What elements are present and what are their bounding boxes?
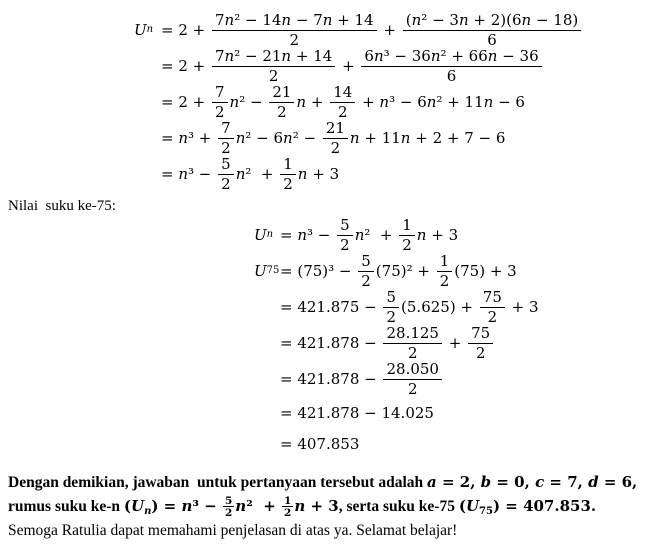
math-text: (75) + 3 [454, 262, 517, 280]
prose-text: Dengan demikian, jawaban untuk pertanyaan tersebut adalah [8, 474, 428, 491]
section-label: Nilai suku ke-75: [8, 198, 116, 214]
fraction-numerator: 28.050 [383, 361, 442, 380]
equation-line [254, 253, 650, 289]
fraction [269, 84, 294, 120]
fraction-numerator: 1 [437, 253, 453, 272]
fraction [212, 84, 228, 120]
fraction [468, 325, 493, 361]
math-text: = 421.878 − [280, 334, 382, 352]
fraction-numerator: 7n² − 21n + 14 [212, 48, 335, 67]
math-text: (5.625) + [401, 298, 478, 316]
fraction [403, 12, 582, 48]
equation-lhs [134, 21, 161, 39]
fraction-numerator: 28.125 [383, 325, 442, 344]
equation-line [134, 156, 650, 192]
math-text: ) = n³ − [151, 497, 222, 516]
fraction-numerator: 5 [358, 253, 374, 272]
fraction-numerator: 1 [280, 156, 296, 175]
fraction-denominator: 2 [402, 235, 412, 254]
math-subscript: n [146, 24, 154, 35]
fraction [437, 253, 453, 289]
fraction [323, 120, 348, 156]
fraction [218, 156, 234, 192]
equation-line [134, 12, 650, 48]
math-text: + [378, 21, 401, 39]
fraction-denominator: 2 [224, 507, 233, 520]
math-text: n² − 6n² − [235, 129, 321, 147]
fraction-numerator: (n² − 3n + 2)(6n − 18) [403, 12, 582, 31]
fraction [218, 120, 234, 156]
term-75-calculation-block [254, 217, 650, 459]
equation-lhs [254, 262, 280, 280]
fraction-denominator: 2 [289, 30, 300, 49]
math-subscript: 75 [479, 506, 493, 518]
fraction-numerator: 75 [468, 325, 493, 344]
equation-lhs [254, 226, 280, 244]
equation-line [254, 397, 650, 428]
math-text: = 2 + [161, 57, 210, 75]
fraction-numerator: 1 [284, 494, 292, 507]
math-text: = n³ − [280, 226, 336, 244]
equation-line [134, 84, 650, 120]
math-text: + [443, 334, 467, 352]
math-text: n + 11n + 2 + 7 − 6 [349, 129, 506, 147]
fraction-denominator: 2 [221, 174, 231, 193]
math-text: (75)² + [375, 262, 435, 280]
fraction-numerator: 7 [218, 120, 234, 139]
math-text: + 3 [506, 298, 539, 316]
fraction [361, 48, 541, 84]
math-text: = (75)³ − [280, 262, 357, 280]
math-text: n² + [235, 165, 279, 183]
math-text: + n³ − 6n² + 11n − 6 [357, 93, 525, 111]
math-text: n² + [235, 497, 282, 516]
equation-line [254, 361, 650, 397]
math-text: (U [458, 497, 480, 516]
fraction-denominator: 2 [214, 102, 225, 121]
fraction-numerator: 14 [330, 84, 355, 103]
fraction-denominator: 2 [283, 174, 293, 193]
math-text: = n³ − [161, 165, 217, 183]
math-text: = 2 + [161, 21, 210, 39]
fraction-numerator: 7n² − 14n − 7n + 14 [212, 12, 377, 31]
fraction-denominator: 6 [446, 66, 457, 85]
fraction-denominator: 2 [268, 66, 279, 85]
math-subscript: n [266, 229, 274, 240]
math-text: U [254, 226, 267, 244]
math-text: = 421.875 − [280, 298, 382, 316]
math-subscript: 75 [266, 265, 280, 276]
fraction-numerator: 21 [269, 84, 294, 103]
fraction [383, 325, 442, 361]
fraction-numerator: 21 [323, 120, 348, 139]
fraction-denominator: 6 [487, 30, 497, 49]
math-text: = 407.853 [280, 434, 360, 453]
conclusion-paragraph [8, 471, 650, 519]
math-text: n² − [229, 93, 268, 111]
fraction-denominator: 2 [284, 507, 292, 520]
equation-line [134, 48, 650, 84]
fraction-numerator: 5 [218, 156, 234, 175]
fraction [282, 496, 293, 519]
fraction [337, 217, 353, 253]
fraction [358, 253, 374, 289]
math-text: (U [123, 497, 145, 516]
equation-line [134, 120, 650, 156]
fraction-denominator: 2 [475, 343, 486, 362]
math-text: n + [296, 93, 329, 111]
fraction [212, 48, 335, 84]
fraction-denominator: 2 [330, 138, 341, 157]
fraction-numerator: 5 [383, 289, 399, 308]
fraction-denominator: 2 [407, 343, 418, 362]
fraction-denominator: 2 [277, 102, 287, 121]
formula-derivation-block [134, 12, 650, 192]
math-text: n + 3 [416, 226, 459, 244]
fraction [330, 84, 355, 120]
math-text: n² + [354, 226, 398, 244]
fraction-numerator: 6n³ − 36n² + 66n − 36 [361, 48, 541, 67]
fraction [280, 156, 296, 192]
fraction-numerator: 75 [480, 289, 505, 308]
fraction-numerator: 5 [224, 494, 233, 507]
fraction-numerator: 7 [212, 84, 228, 103]
prose-text: rumus suku ke-n [8, 474, 642, 516]
equation-line [254, 325, 650, 361]
math-subscript: n [144, 506, 152, 518]
prose-text: , serta suku ke-75 [338, 498, 459, 516]
equation-line [254, 289, 650, 325]
fraction-numerator: 1 [399, 217, 415, 236]
math-text: = 2 + [161, 93, 210, 111]
math-text: U [134, 21, 147, 39]
fraction-denominator: 2 [337, 102, 348, 121]
math-text: = 421.878 − [280, 370, 382, 388]
math-text: = n³ + [161, 129, 217, 147]
fraction-denominator: 2 [361, 271, 371, 290]
fraction-denominator: 2 [407, 379, 418, 398]
math-text: ) = 407.853. [492, 497, 597, 516]
fraction [223, 496, 234, 519]
fraction [480, 289, 505, 325]
closing-remark: Semoga Ratulia dapat memahami penjelasan di atas ya. Selamat belajar! [8, 522, 458, 540]
fraction [399, 217, 415, 253]
fraction-numerator: 5 [337, 217, 353, 236]
fraction [212, 12, 377, 48]
fraction [383, 289, 399, 325]
fraction-denominator: 2 [386, 307, 397, 326]
math-text: + [337, 57, 360, 75]
fraction-denominator: 2 [439, 271, 450, 290]
math-text: U [254, 262, 267, 280]
math-text: n + 3 [297, 165, 340, 183]
math-text: = 421.878 − 14.025 [280, 403, 434, 422]
math-text: a = 2, b = 0, c = 7, d = 6, [427, 473, 638, 491]
equation-line [254, 217, 650, 253]
fraction-denominator: 2 [221, 138, 231, 157]
fraction [383, 361, 442, 397]
math-text: n + 3 [294, 497, 339, 516]
fraction-denominator: 2 [487, 307, 498, 326]
equation-line [254, 428, 650, 459]
fraction-denominator: 2 [340, 235, 350, 254]
